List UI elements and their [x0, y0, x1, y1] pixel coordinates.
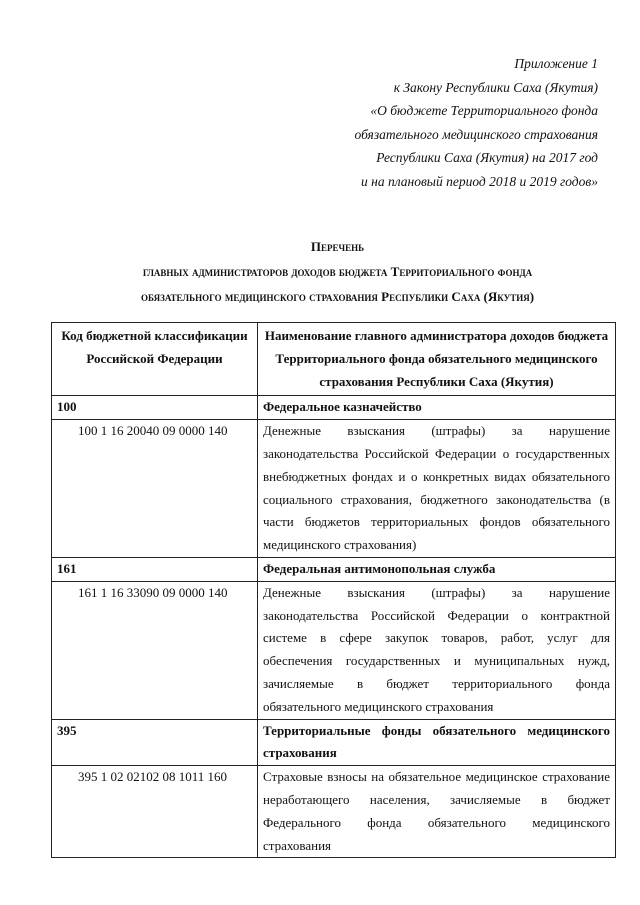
admin-name-cell: Федеральное казначейство [258, 396, 616, 420]
income-desc-cell: Денежные взыскания (штрафы) за нарушение законодательства Российской Федерации о государственных внебюджетных фондах и о конкретных видах обязательного социального страхования, бюджетного законодательства (в части бюджетов территориальных фондов обязательного медицинского страхования) [258, 420, 616, 558]
annex-line: и на плановый период 2018 и 2019 годов» [361, 173, 598, 189]
table-row [52, 557, 616, 581]
table-row [52, 581, 616, 719]
annex-line: обязательного медицинского страхования [354, 126, 598, 142]
title-line: обязательного медицинского страхования Республики Саха (Якутия) [140, 289, 535, 304]
table-row [52, 719, 616, 766]
admin-name-cell: Территориальные фонды обязательного медицинского страхования [258, 719, 616, 766]
header-code-cell: Код бюджетной классификации Российской Федерации [52, 323, 258, 396]
table-row [52, 766, 616, 858]
annex-line: Республики Саха (Якутия) на 2017 год [376, 150, 598, 166]
document-title [60, 234, 615, 309]
table-row [52, 420, 616, 558]
title-line: главных администраторов доходов бюджета Территориального фонда [142, 264, 533, 279]
admin-code-cell: 100 [52, 396, 258, 420]
title-line: Перечень [310, 239, 365, 254]
table-header-row [52, 323, 616, 396]
admin-name-cell: Федеральная антимонопольная служба [258, 557, 616, 581]
income-code-cell: 100 1 16 20040 09 0000 140 [52, 420, 258, 558]
annex-line: «О бюджете Территориального фонда [370, 103, 598, 119]
annex-line: к Закону Республики Саха (Якутия) [393, 79, 598, 95]
income-code-cell: 161 1 16 33090 09 0000 140 [52, 581, 258, 719]
annex-line: Приложение 1 [514, 56, 598, 71]
income-desc-cell: Денежные взыскания (штрафы) за нарушение законодательства Российской Федерации о контрактной системе в сфере закупок товаров, работ, услуг для обеспечения государственных и муниципальных нужд, зачисляемые в бюджет территориального фонда обязательного медицинского страхования [258, 581, 616, 719]
header-name-cell: Наименование главного администратора доходов бюджета Территориального фонда обязательного медицинского страхования Республики Саха (Якутия) [258, 323, 616, 396]
administrators-table [51, 322, 616, 858]
income-code-cell: 395 1 02 02102 08 1011 160 [52, 766, 258, 858]
annex-note [278, 52, 598, 194]
income-desc-cell: Страховые взносы на обязательное медицинское страхование неработающего населения, зачисляемые в бюджет Федерального фонда обязательного медицинского страхования [258, 766, 616, 858]
admin-code-cell: 395 [52, 719, 258, 766]
table-row [52, 396, 616, 420]
admin-code-cell: 161 [52, 557, 258, 581]
